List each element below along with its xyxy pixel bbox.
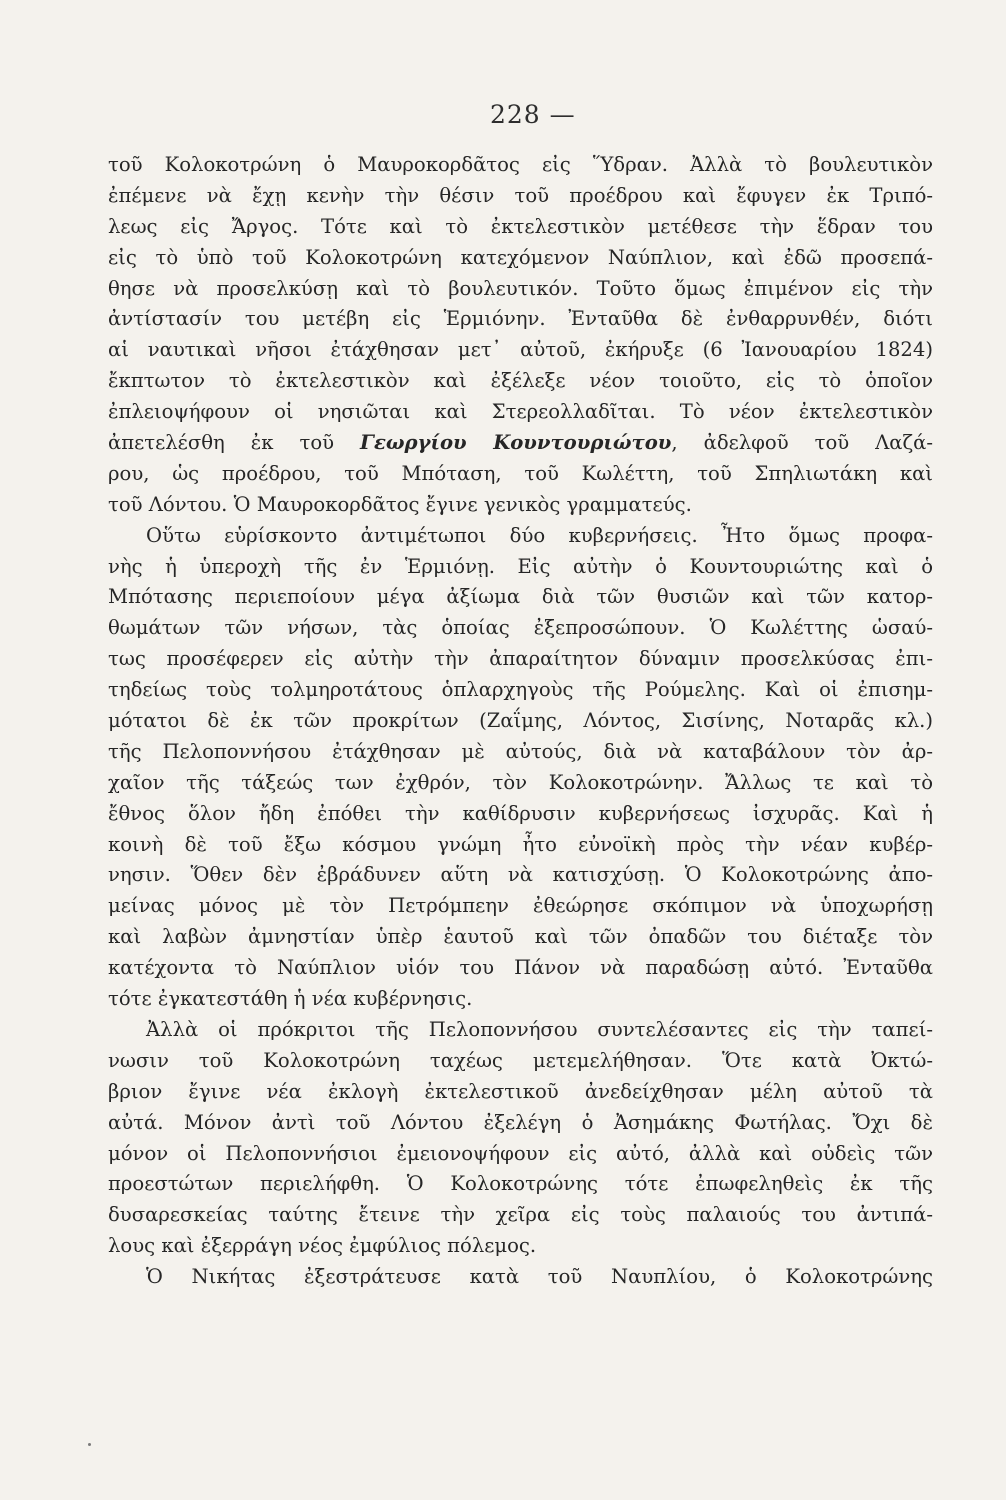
text-line: ἔκπτωτον τὸ ἐκτελεστικὸν καὶ ἐξέλεξε νέον τοιοῦτο, εἰς τὸ ὁποῖον bbox=[108, 369, 933, 393]
text-line: καὶ λαβὼν ἀμνηστίαν ὑπὲρ ἑαυτοῦ καὶ τῶν ὀπαδῶν του διέταξε τὸν bbox=[108, 925, 933, 949]
text-line: Ἀλλὰ οἱ πρόκριτοι τῆς Πελοποννήσου συντελέσαντες εἰς τὴν ταπεί- bbox=[146, 1017, 933, 1041]
text-line: μόνον οἱ Πελοποννήσιοι ἐμειονοψήφουν εἰς αὐτό, ἀλλὰ καὶ οὐδεὶς τῶν bbox=[108, 1141, 933, 1165]
text-line: μείνας μόνος μὲ τὸν Πετρόμπεην ἐθεώρησε σκόπιμον νὰ ὑποχωρήσῃ bbox=[108, 894, 933, 918]
text-line: αἱ ναυτικαὶ νῆσοι ἐτάχθησαν μετ᾽ αὐτοῦ, ἐκήρυξε (6 Ἰανουαρίου 1824) bbox=[108, 338, 933, 362]
text-line: ἐπέμενε νὰ ἔχῃ κενὴν τὴν θέσιν τοῦ προέδρου καὶ ἔφυγεν ἐκ Τριπό- bbox=[108, 183, 933, 207]
text-line: αὐτά. Μόνον ἀντὶ τοῦ Λόντου ἐξελέγη ὁ Ἀσημάκης Φωτήλας. Ὄχι δὲ bbox=[108, 1110, 933, 1134]
text-line: θωμάτων τῶν νήσων, τὰς ὁποίας ἐξεπροσώπουν. Ὁ Κωλέττης ὡσαύ- bbox=[108, 616, 933, 640]
text-line: κατέχοντα τὸ Ναύπλιον υἱόν του Πάνον νὰ παραδώσῃ αὐτό. Ἐνταῦθα bbox=[108, 956, 933, 980]
text-line: τηδείως τοὺς τολμηροτάτους ὁπλαρχηγοὺς τῆς Ρούμελης. Καὶ οἱ ἐπισημ- bbox=[108, 678, 933, 702]
text-line: λεως εἰς Ἄργος. Τότε καὶ τὸ ἐκτελεστικὸν μετέθεσε τὴν ἕδραν του bbox=[108, 214, 933, 238]
text-line: λους καὶ ἐξερράγη νέος ἐμφύλιος πόλεμος. bbox=[108, 1234, 537, 1258]
text-line: Μπότασης περιεποίουν μέγα ἀξίωμα διὰ τῶν θυσιῶν καὶ τῶν κατορ- bbox=[108, 585, 933, 609]
text-line: τοῦ Κολοκοτρώνη ὁ Μαυροκορδᾶτος εἰς Ὕδραν. Ἀλλὰ τὸ βουλευτικὸν bbox=[108, 153, 933, 176]
body-text bbox=[108, 150, 933, 1293]
text-line: νησιν. Ὅθεν δὲν ἐβράδυνεν αὕτη νὰ κατισχύσῃ. Ὁ Κολοκοτρώνης ἀπο- bbox=[108, 863, 933, 887]
text-line: εἰς τὸ ὑπὸ τοῦ Κολοκοτρώνη κατεχόμενον Ναύπλιον, καὶ ἐδῶ προσεπά- bbox=[108, 245, 933, 269]
text-line: ρου, ὡς προέδρου, τοῦ Μπόταση, τοῦ Κωλέττη, τοῦ Σπηλιωτάκη καὶ bbox=[108, 461, 933, 485]
text-line: ἀντίστασίν του μετέβη εἰς Ἑρμιόνην. Ἐνταῦθα δὲ ἐνθαρρυνθέν, διότι bbox=[108, 307, 933, 331]
text-line: τοῦ Λόντου. Ὁ Μαυροκορδᾶτος ἔγινε γενικὸς γραμματεύς. bbox=[108, 492, 692, 516]
text-line: βριον ἔγινε νέα ἐκλογὴ ἐκτελεστικοῦ ἀνεδείχθησαν μέλη αὐτοῦ τὰ bbox=[108, 1079, 933, 1103]
text-line: τῆς Πελοποννήσου ἐτάχθησαν μὲ αὐτούς, διὰ νὰ καταβάλουν τὸν ἀρ- bbox=[108, 739, 933, 763]
text-line: Ὁ Νικήτας ἐξεστράτευσε κατὰ τοῦ Ναυπλίου, ὁ Κολοκοτρώνης bbox=[146, 1265, 933, 1289]
text-line: χαῖον τῆς τάξεώς των ἐχθρόν, τὸν Κολοκοτρώνην. Ἄλλως τε καὶ τὸ bbox=[108, 770, 933, 794]
text-line: ἐπλειοψήφουν οἱ νησιῶται καὶ Στερεολλαδῖται. Τὸ νέον ἐκτελεστικὸν bbox=[108, 400, 933, 424]
text-line: κοινὴ δὲ τοῦ ἔξω κόσμου γνώμη ἦτο εὐνοϊκὴ πρὸς τὴν νέαν κυβέρ- bbox=[108, 832, 933, 856]
text-line: ἀπετελέσθη ἐκ τοῦ Γεωργίου Κουντουριώτου, ἀδελφοῦ τοῦ Λαζά- bbox=[108, 431, 933, 455]
text-line: νωσιν τοῦ Κολοκοτρώνη ταχέως μετεμελήθησαν. Ὅτε κατὰ Ὀκτώ- bbox=[108, 1048, 933, 1072]
emphasized-name: Γεωργίου Κουντουριώτου bbox=[360, 431, 672, 455]
text-line: Οὕτω εὑρίσκοντο ἀντιμέτωποι δύο κυβερνήσεις. Ἦτο ὅμως προφα- bbox=[146, 523, 933, 547]
text-line: τότε ἐγκατεστάθη ἡ νέα κυβέρνησις. bbox=[108, 987, 473, 1011]
text-line: μότατοι δὲ ἐκ τῶν προκρίτων (Ζαΐμης, Λόντος, Σισίνης, Νοταρᾶς κλ.) bbox=[108, 709, 933, 733]
paper-speck bbox=[88, 1443, 91, 1446]
page-number: 228 — bbox=[490, 100, 576, 129]
text-line: νὴς ἡ ὑπεροχὴ τῆς ἐν Ἑρμιόνῃ. Εἰς αὐτὴν ὁ Κουντουριώτης καὶ ὁ bbox=[108, 554, 933, 578]
text-line: θησε νὰ προσελκύσῃ καὶ τὸ βουλευτικόν. Τοῦτο ὅμως ἐπιμένον εἰς τὴν bbox=[108, 276, 933, 300]
text-line: τως προσέφερεν εἰς αὐτὴν τὴν ἀπαραίτητον δύναμιν προσελκύσας ἐπι- bbox=[108, 647, 933, 671]
text-line: προεστώτων περιελήφθη. Ὁ Κολοκοτρώνης τότε ἐπωφεληθεὶς ἐκ τῆς bbox=[108, 1172, 933, 1196]
text-line: δυσαρεσκείας ταύτης ἔτεινε τὴν χεῖρα εἰς τοὺς παλαιούς του ἀντιπά- bbox=[108, 1203, 933, 1227]
text-line: ἔθνος ὅλον ἤδη ἐπόθει τὴν καθίδρυσιν κυβερνήσεως ἰσχυρᾶς. Καὶ ἡ bbox=[108, 801, 933, 825]
